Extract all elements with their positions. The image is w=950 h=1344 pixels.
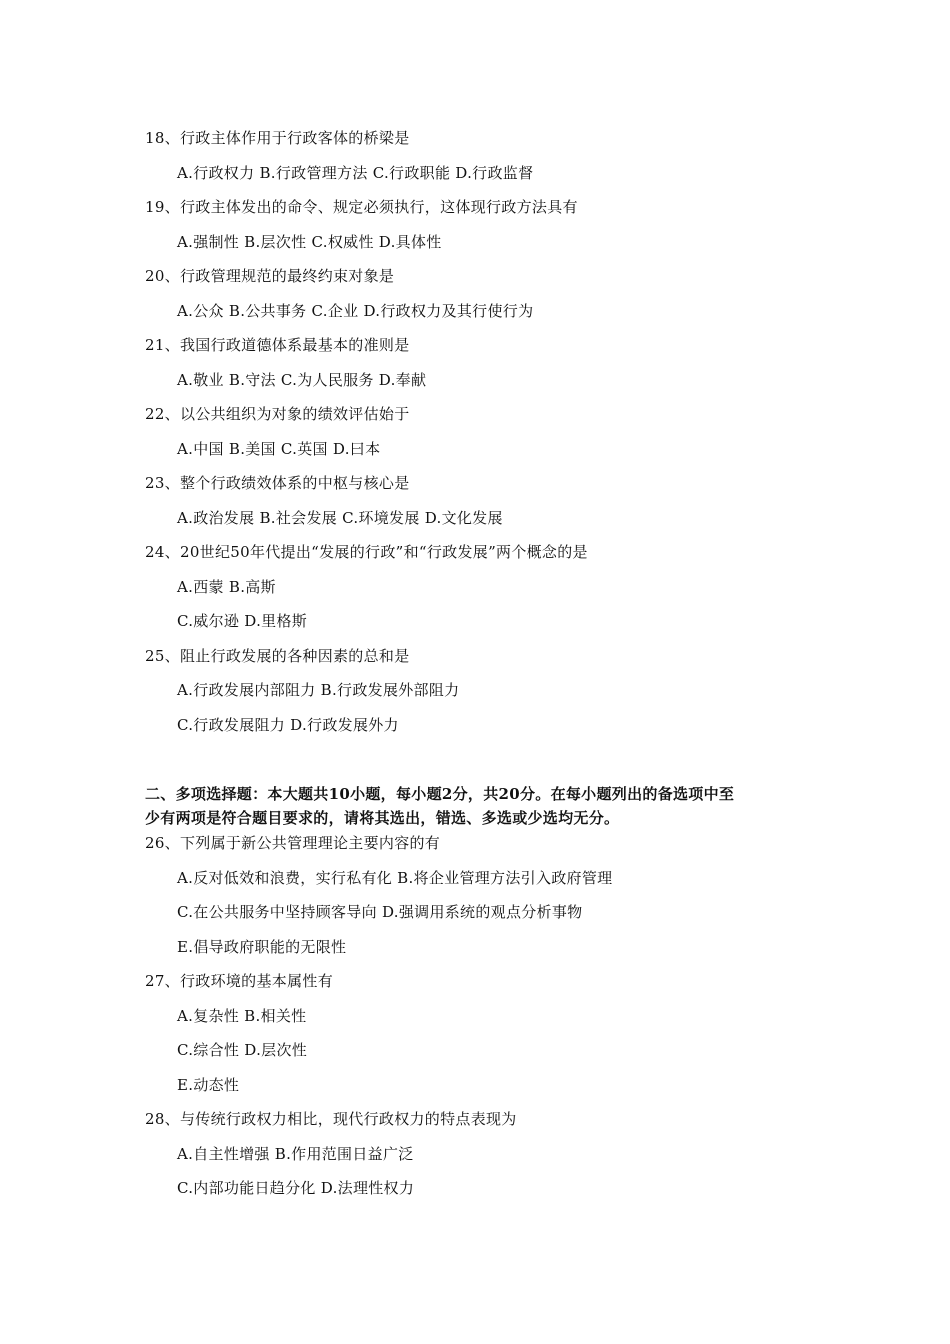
question-options: C.在公共服务中坚持顾客导向 D.强调用系统的观点分析事物: [177, 903, 583, 921]
section-heading: 二、多项选择题：本大题共10小题，每小题2分，共20分。在每小题列出的备选项中至: [145, 785, 735, 803]
question-stem: 27、行政环境的基本属性有: [145, 972, 333, 990]
question-stem: 18、行政主体作用于行政客体的桥梁是: [145, 129, 410, 147]
question-stem: 21、我国行政道德体系最基本的准则是: [145, 336, 410, 354]
question-options: A.复杂性 B.相关性: [177, 1007, 307, 1025]
question-options: A.敬业 B.守法 C.为人民服务 D.奉献: [177, 371, 427, 389]
question-options: A.强制性 B.层次性 C.权威性 D.具体性: [177, 233, 442, 251]
question-options: A.公众 B.公共事务 C.企业 D.行政权力及其行使行为: [177, 302, 534, 320]
question-options: A.中国 B.美国 C.英国 D.曰本: [177, 440, 381, 458]
question-options: E.倡导政府职能的无限性: [177, 938, 347, 956]
question-options: C.威尔逊 D.里格斯: [177, 612, 308, 630]
question-options: C.综合性 D.层次性: [177, 1041, 308, 1059]
question-options: A.政治发展 B.社会发展 C.环境发展 D.文化发展: [177, 509, 503, 527]
question-options: C.内部功能日趋分化 D.法理性权力: [177, 1179, 415, 1197]
question-options: A.西蒙 B.高斯: [177, 578, 276, 596]
question-options: E.动态性: [177, 1076, 240, 1094]
question-stem: 25、阻止行政发展的各种因素的总和是: [145, 647, 410, 665]
question-stem: 20、行政管理规范的最终约束对象是: [145, 267, 395, 285]
question-options: A.自主性增强 B.作用范围日益广泛: [177, 1145, 414, 1163]
question-stem: 28、与传统行政权力相比，现代行政权力的特点表现为: [145, 1110, 517, 1128]
question-stem: 23、整个行政绩效体系的中枢与核心是: [145, 474, 410, 492]
question-stem: 24、20世纪50年代提出“发展的行政”和“行政发展”两个概念的是: [145, 543, 588, 561]
question-options: C.行政发展阻力 D.行政发展外力: [177, 716, 399, 734]
question-options: A.反对低效和浪费，实行私有化 B.将企业管理方法引入政府管理: [177, 869, 613, 887]
section-heading: 少有两项是符合题目要求的，请将其选出，错选、多选或少选均无分。: [145, 809, 620, 827]
question-stem: 19、行政主体发出的命令、规定必须执行，这体现行政方法具有: [145, 198, 578, 216]
question-stem: 22、以公共组织为对象的绩效评估始于: [145, 405, 410, 423]
question-options: A.行政发展内部阻力 B.行政发展外部阻力: [177, 681, 460, 699]
question-options: A.行政权力 B.行政管理方法 C.行政职能 D.行政监督: [177, 164, 534, 182]
question-stem: 26、下列属于新公共管理理论主要内容的有: [145, 834, 441, 852]
